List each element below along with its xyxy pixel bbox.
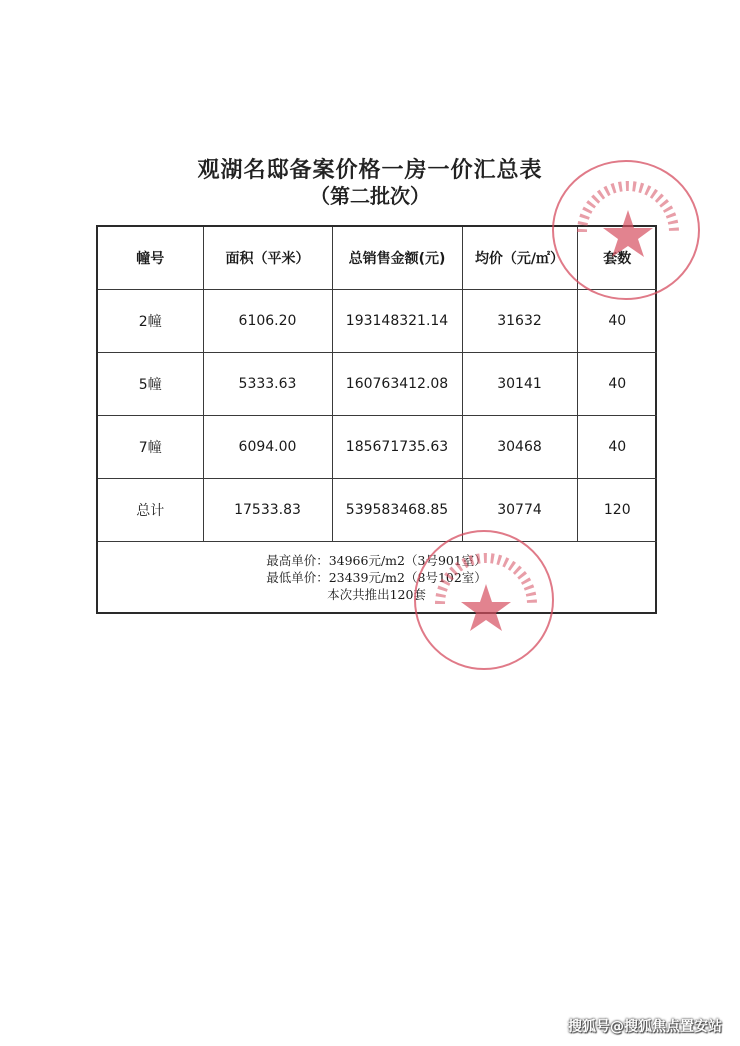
cell-unit-count: 40 [577,290,657,353]
cell-building: 5幢 [98,353,203,416]
seal-star-icon [554,162,702,302]
table-row [98,416,657,479]
cell-unit-count: 120 [577,479,657,542]
cell-unit-count: 40 [577,353,657,416]
page-title: 观湖名邸备案价格一房一价汇总表 [197,157,543,183]
header-area: 面积（平米） [203,227,332,290]
cell-area: 6106.20 [203,290,332,353]
cell-avg-price: 30774 [462,479,577,542]
table-row [98,353,657,416]
cell-area: 17533.83 [203,479,332,542]
header-unit-count: 套数 [577,227,657,290]
header-avg-price: 均价（元/㎡） [462,227,577,290]
header-total-amount: 总销售金额(元) [332,227,462,290]
cell-total-amount: 160763412.08 [332,353,462,416]
source-watermark: 搜狐号@搜狐焦点置安站 [568,1019,722,1035]
cell-avg-price: 30141 [462,353,577,416]
cell-building: 7幢 [98,416,203,479]
cell-unit-count: 40 [577,416,657,479]
cell-avg-price: 30468 [462,416,577,479]
page-subtitle: （第二批次） [310,184,430,208]
table-total-row [98,479,657,542]
company-seal-stamp [414,530,554,670]
note-total-units: 本次共推出120套 [327,587,426,602]
cell-avg-price: 31632 [462,290,577,353]
cell-total-amount: 193148321.14 [332,290,462,353]
cell-area: 5333.63 [203,353,332,416]
note-lowest-price: 最低单价：23439元/m2（8号102室） [266,570,487,585]
cell-total-amount: 539583468.85 [332,479,462,542]
cell-area: 6094.00 [203,416,332,479]
company-seal-stamp [552,160,700,300]
cell-building: 总计 [98,479,203,542]
header-building: 幢号 [98,227,203,290]
seal-star-icon [416,532,556,672]
cell-total-amount: 185671735.63 [332,416,462,479]
table-notes [98,542,655,614]
cell-building: 2幢 [98,290,203,353]
note-highest-price: 最高单价：34966元/m2（3号901室） [266,553,487,568]
